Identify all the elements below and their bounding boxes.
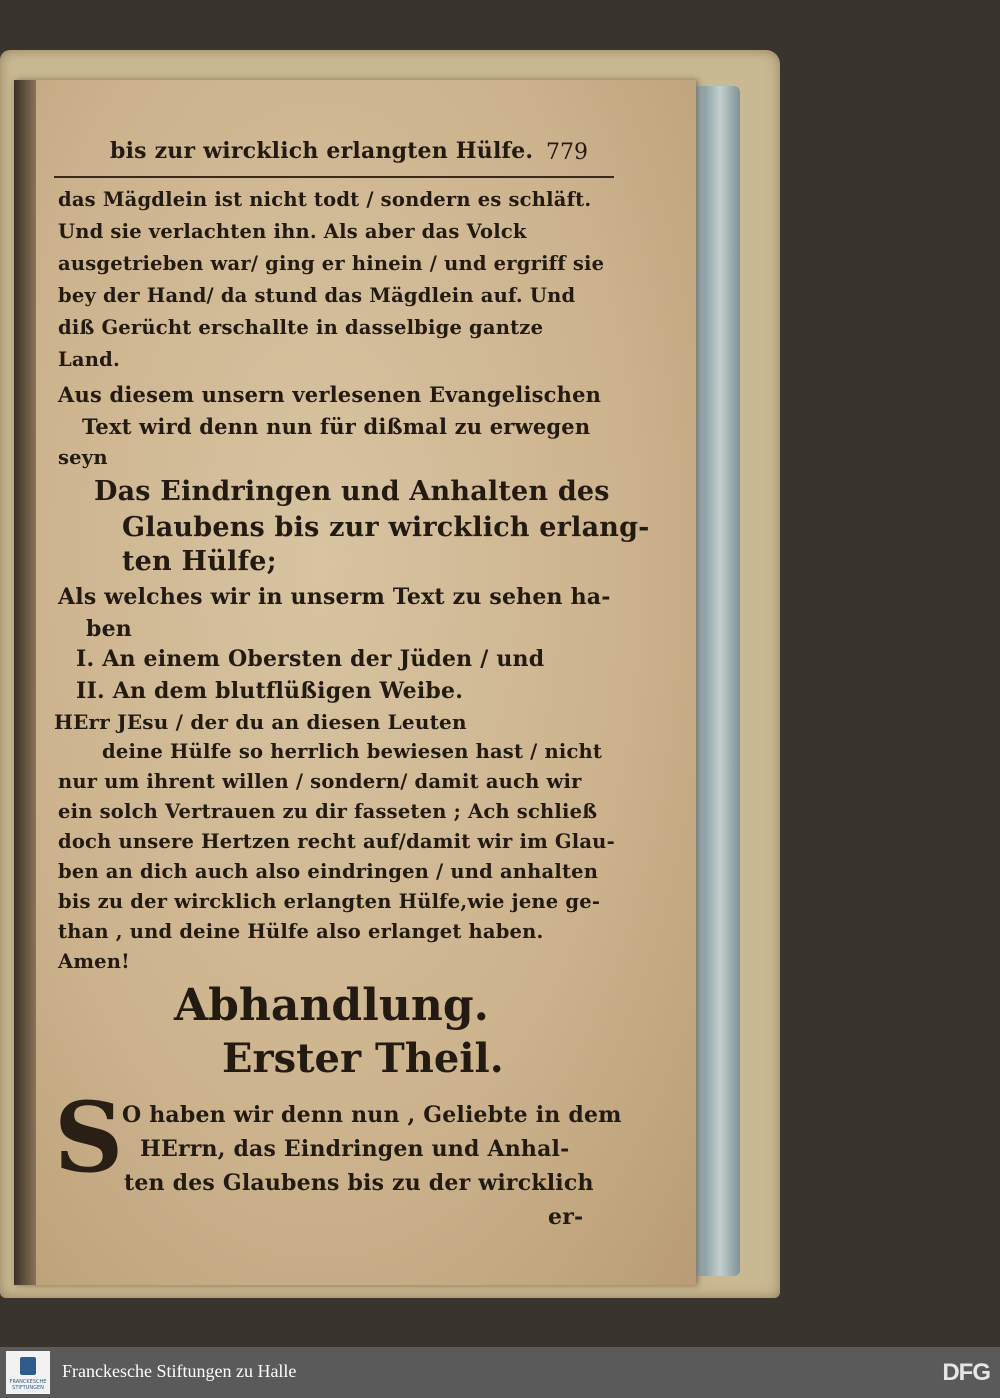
logo-text: FRANCKESCHE STIFTUNGEN [9,1379,47,1391]
page-gutter [14,80,36,1285]
text-line: das Mägdlein ist nicht todt / sondern es schläft. [58,188,592,211]
text-line: ausgetrieben war/ ging er hinein / und ergriff sie [58,252,605,275]
text-line: O haben wir denn nun , Geliebte in dem [122,1102,622,1128]
prayer-line: ben an dich auch also eindringen / und anhalten [58,860,599,883]
text-line: HErrn, das Eindringen und Anhal- [140,1136,570,1162]
header-rule [54,176,614,178]
book-page [14,80,696,1285]
text-line: Als welches wir in unserm Text zu sehen ha- [58,584,611,610]
text-line: Text wird denn nun für dißmal zu erwegen [82,414,591,439]
text-line: diß Gerücht erschallte in dasselbige gantze [58,316,544,339]
text-line: seyn [58,446,108,469]
orphanage-emblem-icon [20,1357,36,1375]
page-edges [690,86,740,1276]
prayer-line: Amen! [58,950,130,973]
text-line: ben [86,616,132,642]
text-line: Und sie verlachten ihn. Als aber das Volck [58,220,527,243]
text-line: Land. [58,348,120,371]
theme-line: Das Eindringen und Anhalten des [94,476,610,507]
text-line: bey der Hand/ da stund das Mägdlein auf. Und [58,284,576,307]
point-line: I. An einem Obersten der Jüden / und [76,646,545,672]
point-line: II. An dem blutflüßigen Weibe. [76,678,464,704]
prayer-line: HErr JEsu / der du an diesen Leuten [54,710,467,734]
catchword: er- [548,1204,584,1230]
institution-name[interactable]: Franckesche Stiftungen zu Halle [62,1361,297,1381]
theme-line: ten Hülfe; [122,546,277,577]
prayer-line: deine Hülfe so herrlich bewiesen hast / nicht [102,740,603,763]
viewer-footer [0,1347,1000,1398]
theme-line: Glaubens bis zur wircklich erlang- [122,512,650,543]
page-number: 779 [546,140,588,165]
section-subheading: Erster Theil. [222,1035,504,1082]
drop-capital: S [54,1081,124,1194]
prayer-line: ein solch Vertrauen zu dir fasseten ; Ach schließ [58,800,598,823]
prayer-line: nur um ihrent willen / sondern/ damit auch wir [58,770,582,793]
running-head: bis zur wircklich erlangten Hülfe. [110,138,534,164]
prayer-line: than , und deine Hülfe also erlanget haben. [58,920,544,943]
text-line: ten des Glaubens bis zu der wircklich [124,1170,594,1196]
dfg-logo[interactable]: DFG [942,1359,990,1386]
prayer-line: bis zu der wircklich erlangten Hülfe,wie jene ge- [58,890,601,913]
text-line: Aus diesem unsern verlesenen Evangelischen [58,382,602,407]
section-heading: Abhandlung. [174,980,489,1031]
institution-logo[interactable] [6,1351,50,1394]
prayer-line: doch unsere Hertzen recht auf/damit wir im Glau- [58,830,615,853]
